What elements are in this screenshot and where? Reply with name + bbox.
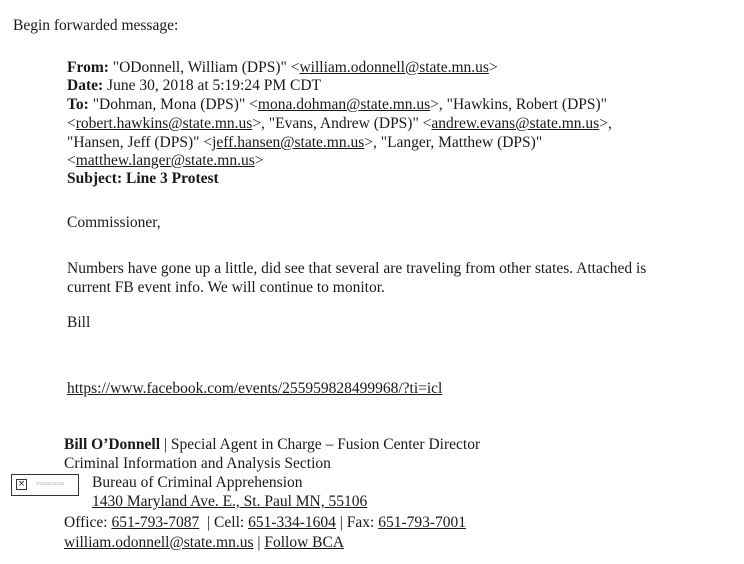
- to-line-1: To: "Dohman, Mona (DPS)" <mona.dohman@state.mn.us>, "Hawkins, Robert (DPS)": [67, 96, 607, 113]
- fax-phone-link[interactable]: 651-793-7001: [378, 514, 467, 531]
- from-line: From: "ODonnell, William (DPS)" <william.odonnell@state.mn.us>: [67, 59, 498, 76]
- signature-name: Bill O’Donnell: [64, 436, 161, 453]
- recipient-email-link[interactable]: matthew.langer@state.mn.us: [75, 152, 255, 169]
- signature-phones: Office: 651-793-7087 | Cell: 651-334-1604 | Fax: 651-793-7001: [64, 514, 467, 531]
- from-label: From:: [67, 59, 109, 76]
- to-line-2: <robert.hawkins@state.mn.us>, "Evans, Andrew (DPS)" <andrew.evans@state.mn.us>,: [67, 115, 612, 132]
- signature-address-link[interactable]: 1430 Maryland Ave. E., St. Paul MN, 55106: [92, 493, 368, 510]
- to-label: To:: [67, 96, 89, 113]
- signature-name-line: [64, 436, 480, 454]
- date-line: [67, 77, 321, 95]
- signature-title: | Special Agent in Charge – Fusion Center Director: [160, 436, 481, 453]
- follow-bca-link[interactable]: Follow BCA: [264, 534, 345, 551]
- recipient-email-link[interactable]: andrew.evans@state.mn.us: [431, 115, 600, 132]
- recipient-email-link[interactable]: jeff.hansen@state.mn.us: [212, 134, 365, 151]
- office-phone-link[interactable]: 651-793-7087: [111, 514, 200, 531]
- broken-image-icon: × ▭▭▭▭▭▭: [11, 474, 79, 496]
- from-name: "ODonnell, William (DPS)" <: [112, 59, 300, 76]
- signature-section: Criminal Information and Analysis Section: [64, 455, 331, 472]
- recipient-email-link[interactable]: mona.dohman@state.mn.us: [257, 96, 431, 113]
- to-line-3: "Hansen, Jeff (DPS)" <jeff.hansen@state.mn.us>, "Langer, Matthew (DPS)": [67, 134, 543, 151]
- body-paragraph-line-2: current FB event info. We will continue to monitor.: [67, 279, 385, 296]
- subject-label: Subject:: [67, 170, 123, 187]
- forward-intro: Begin forwarded message:: [13, 17, 179, 34]
- date-value: June 30, 2018 at 5:19:24 PM CDT: [107, 77, 322, 94]
- date-label: Date:: [67, 77, 104, 94]
- to-line-4: <matthew.langer@state.mn.us>: [67, 152, 264, 169]
- signoff: Bill: [67, 314, 91, 331]
- signature-email-link[interactable]: william.odonnell@state.mn.us: [64, 534, 254, 551]
- signature-contact-line: william.odonnell@state.mn.us | Follow BCA: [64, 534, 345, 551]
- subject-value: Line 3 Protest: [125, 170, 219, 187]
- subject-line: [67, 170, 219, 188]
- salutation: Commissioner,: [67, 214, 161, 231]
- from-email-link[interactable]: william.odonnell@state.mn.us: [299, 59, 489, 76]
- cell-phone-link[interactable]: 651-334-1604: [248, 514, 336, 531]
- signature-bureau: Bureau of Criminal Apprehension: [92, 474, 303, 491]
- body-paragraph-line-1: Numbers have gone up a little, did see that several are traveling from other states. Attached is: [67, 260, 647, 277]
- facebook-event-link[interactable]: https://www.facebook.com/events/255959828499968/?ti=icl: [67, 380, 443, 397]
- recipient-email-link[interactable]: robert.hawkins@state.mn.us: [75, 115, 253, 132]
